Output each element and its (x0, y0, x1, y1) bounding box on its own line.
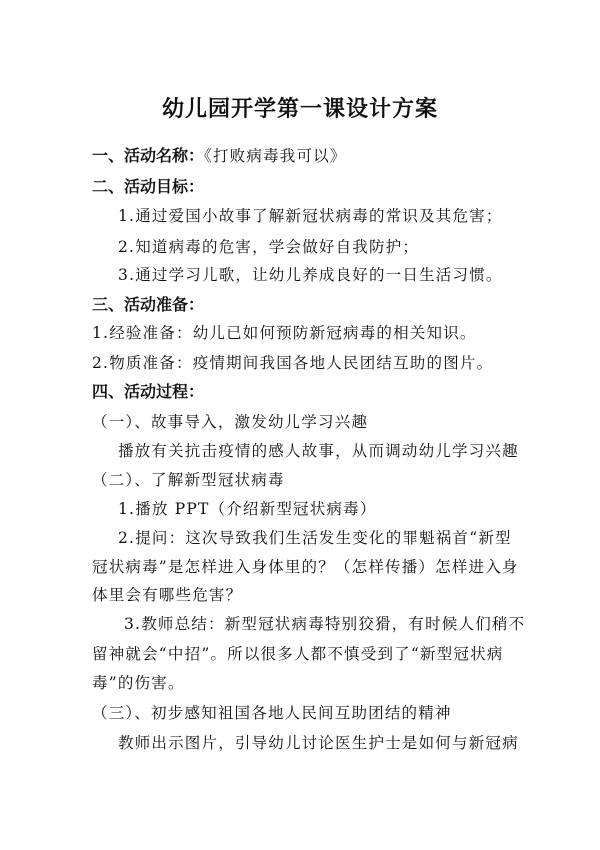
paragraph-line: 教师出示图片，引导幼儿讨论医生护士是如何与新冠病 (118, 734, 519, 752)
section-heading: 三、活动准备： (92, 295, 205, 314)
section-activity-name (92, 146, 347, 166)
paragraph-line: 3.教师总结：新型冠状病毒特别狡猾，有时候人们稍不 (124, 615, 526, 633)
subsection-heading: （一）、故事导入，激发幼儿学习兴趣 (92, 413, 369, 431)
section-heading: 四、活动过程： (92, 382, 205, 401)
list-item: 3.通过学习儿歌，让幼儿养成良好的一日生活习惯。 (118, 266, 503, 284)
list-item: 2.物质准备：疫情期间我国各地人民团结互助的图片。 (92, 354, 494, 372)
subsection-heading: （三）、初步感知祖国各地人民间互助团结的精神 (92, 704, 452, 722)
document-title: 幼儿园开学第一课设计方案 (161, 97, 438, 122)
paragraph-line: 冠状病毒”是怎样进入身体里的？（怎样传播）怎样进入身 (92, 558, 519, 576)
list-item: 1.经验准备：幼儿已如何预防新冠病毒的相关知识。 (92, 324, 477, 342)
subsection-heading: （二）、了解新型冠状病毒 (92, 471, 285, 489)
paragraph-line: 留神就会“中招”。所以很多人都不慎受到了“新型冠状病 (92, 645, 504, 663)
section-heading: 二、活动目标： (92, 177, 205, 196)
paragraph-line: 毒”的伤害。 (92, 674, 185, 692)
paragraph-line: 体里会有哪些危害？ (92, 586, 243, 604)
paragraph-line: 2.提问：这次导致我们生活发生变化的罪魁祸首“新型 (118, 529, 512, 547)
list-item: 2.知道病毒的危害，学会做好自我防护； (118, 238, 420, 256)
list-item: 1.播放 PPT（介绍新型冠状病毒） (118, 500, 377, 518)
paragraph-line: 播放有关抗击疫情的感人故事，从而调动幼儿学习兴趣 (118, 442, 519, 460)
activity-name-value: 《打败病毒我可以》 (204, 147, 347, 165)
section-heading: 一、活动名称： (92, 146, 205, 165)
list-item: 1.通过爱国小故事了解新冠状病毒的常识及其危害； (118, 207, 503, 225)
